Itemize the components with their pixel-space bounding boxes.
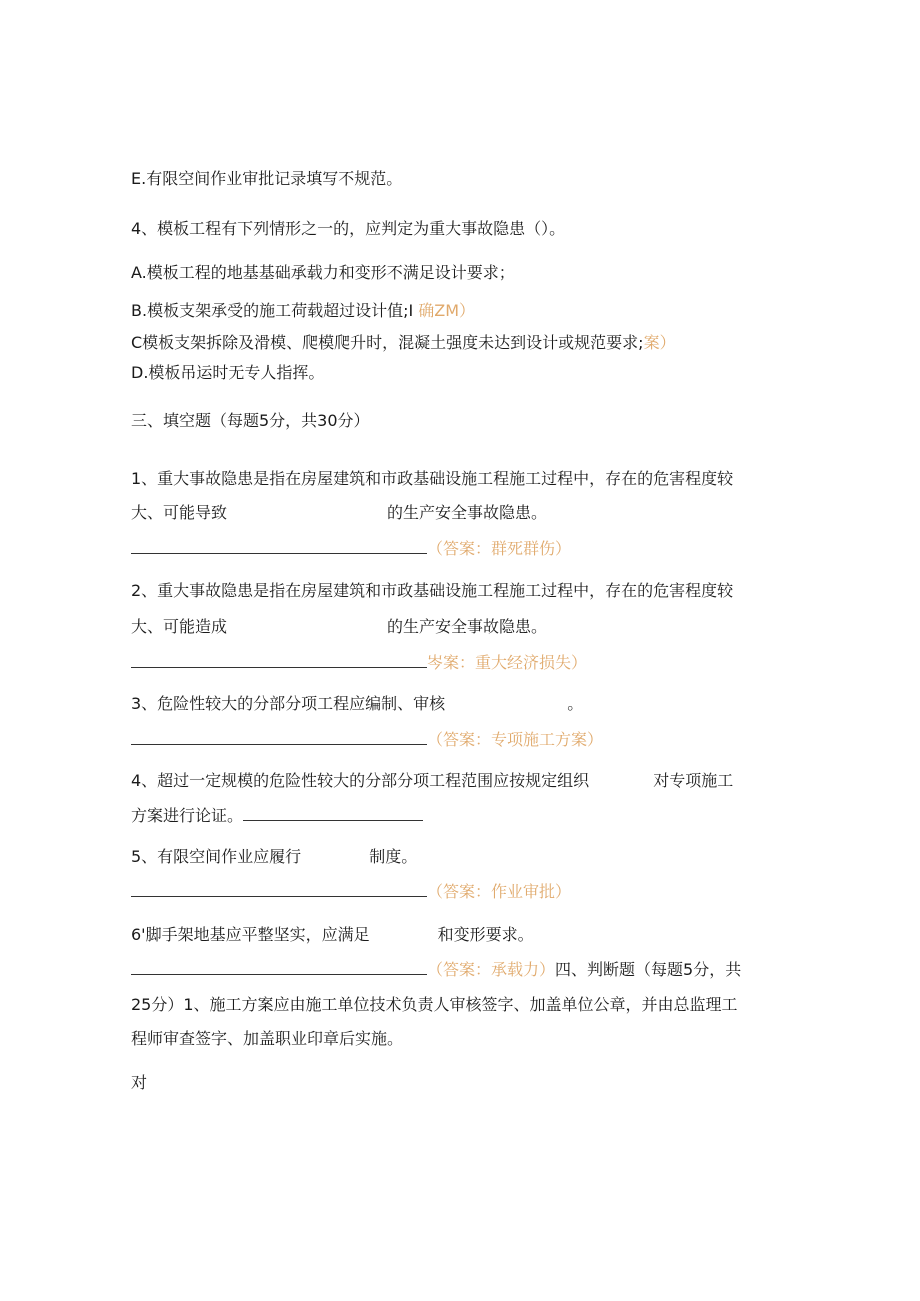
fill-4-text-c: 方案进行论证。: [131, 806, 244, 825]
fill-2-line-1: 2、重大事故隐患是指在房屋建筑和市政基础设施工程施工过程中，存在的危害程度较: [131, 581, 734, 600]
fill-6-blank[interactable]: [131, 958, 427, 975]
question-4-option-d: D.模板吊运时无专人指挥。: [131, 363, 325, 382]
fill-1-line-2: [131, 502, 547, 524]
fill-5-text-a: 5、有限空间作业应履行: [131, 847, 302, 866]
fill-3-text-a: 3、危险性较大的分部分项工程应编制、审核: [131, 694, 446, 713]
fill-3-answer: （答案：专项施工方案）: [427, 730, 604, 749]
fill-5-text-b: 制度。: [369, 847, 418, 866]
fill-1-answer: （答案：群死群伤）: [427, 539, 572, 558]
fill-4-line-2: [131, 804, 423, 827]
fill-4-text-a: 4、超过一定规模的危险性较大的分部分项工程范围应按规定组织: [131, 771, 590, 790]
fill-3-line: [131, 693, 583, 715]
fill-4-text-b: 对专项施工: [653, 771, 734, 790]
fill-6-line: [131, 924, 534, 946]
option-c-text: C模板支架拆除及滑模、爬模爬升时，混凝土强度未达到设计或规范要求;: [131, 333, 644, 352]
fill-1-line-1: 1、重大事故隐患是指在房屋建筑和市政基础设施工程施工过程中，存在的危害程度较: [131, 469, 734, 488]
option-c-answer: 案）: [643, 333, 676, 352]
fill-6-answer-line: [131, 958, 741, 981]
fill-2-text-b: 的生产安全事故隐患。: [387, 617, 548, 636]
fill-6-text-b: 和变形要求。: [437, 925, 534, 944]
fill-6-answer: （答案：承载力）: [427, 960, 556, 979]
fill-3-blank[interactable]: [131, 728, 427, 745]
fill-3-answer-line: [131, 728, 603, 751]
section-4-title-start: 四、判断题（每题5分，共: [555, 960, 742, 979]
option-b-text: B.模板支架承受的施工荷载超过设计值;: [131, 301, 409, 320]
judge-1-line-1: 25分）1、施工方案应由施工单位技术负责人审核签字、加盖单位公章，并由总监理工: [131, 995, 738, 1014]
fill-2-blank[interactable]: [131, 651, 427, 668]
option-b-mark: I: [408, 301, 414, 320]
fill-4-line-1: [131, 770, 733, 792]
question-4-option-a: A.模板工程的地基基础承载力和变形不满足设计要求；: [131, 263, 515, 282]
option-e: E.有限空间作业审批记录填写不规范。: [131, 169, 403, 188]
fill-4-blank[interactable]: [243, 804, 423, 821]
fill-2-answer-line: [131, 651, 587, 674]
fill-2-answer: 岑案：重大经济损失）: [427, 653, 588, 672]
option-b-answer: 确ZM）: [418, 301, 476, 320]
question-4-option-b: [131, 300, 475, 322]
fill-1-text-a: 大、可能导致: [131, 503, 228, 522]
fill-1-text-b: 的生产安全事故隐患。: [387, 503, 548, 522]
fill-5-line: [131, 846, 417, 868]
section-3-title: 三、填空题（每题5分，共30分）: [131, 411, 370, 430]
question-4-stem: 4、模板工程有下列情形之一的，应判定为重大事故隐患（）。: [131, 219, 566, 238]
fill-1-answer-line: [131, 537, 571, 560]
question-4-option-c: [131, 332, 676, 354]
fill-5-answer-line: [131, 880, 571, 903]
judge-1-line-2: 程师审查签字、加盖职业印章后实施。: [131, 1029, 404, 1048]
fill-5-answer: （答案：作业审批）: [427, 882, 572, 901]
fill-5-blank[interactable]: [131, 880, 427, 897]
fill-6-text-a: 6'脚手架地基应平整坚实，应满足: [131, 925, 370, 944]
fill-2-line-2: [131, 616, 547, 638]
fill-3-text-b: 。: [567, 694, 584, 713]
judge-1-answer: 对: [131, 1073, 148, 1092]
fill-1-blank[interactable]: [131, 537, 427, 554]
fill-2-text-a: 大、可能造成: [131, 617, 228, 636]
